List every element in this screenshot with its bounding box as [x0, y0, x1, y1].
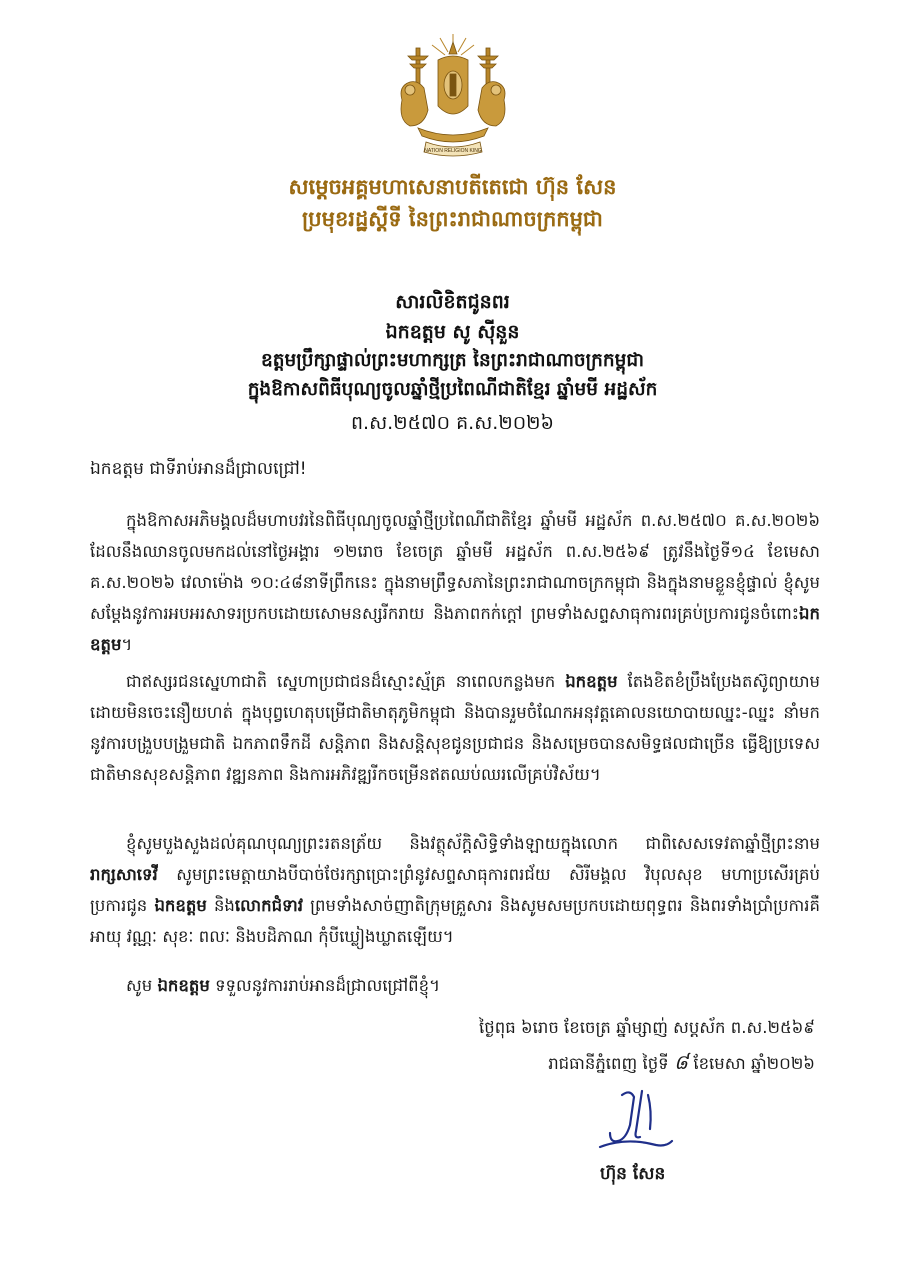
handwritten-signature-icon	[596, 1085, 676, 1160]
letter-heading: សារលិខិតជូនពរ	[395, 291, 510, 313]
paragraph-1: ក្នុងឱកាសអភិមង្គលដ៏មហាបវរនៃពិធីបុណ្យចូលឆ្នាំថ្មីប្រពៃណីជាតិខ្មែរ ឆ្នាំមមី អដ្ឋស័ក ព.ស.២៥៧០ គ.ស.២០២៦ ដែលនឹងឈានចូលមកដល់នៅថ្ងៃអង្គារ ១២រោច ខែចេត្រ ឆ្នាំមមី អដ្ឋស័ក ព.ស.២៥៦៩ ត្រូវនឹងថ្ងៃទី១៤ ខែមេសា គ.ស.២០២៦ វេលាម៉ោង ១០:៤៨នាទីព្រឹកនេះ ក្នុងនាមព្រឹទ្ធសភានៃព្រះរាជាណាចក្រកម្ពុជា និងក្នុងនាមខ្លួនខ្ញុំផ្ទាល់ ខ្ញុំសូមសម្តែងនូវការអបអរសាទរប្រកបដោយសោមនស្សរីករាយ និងភាពកក់ក្តៅ ព្រមទាំងសព្ទសាធុការពរគ្រប់ប្រការជូនចំពោះឯកឧត្តម។	[90, 511, 820, 654]
occasion-line: ក្នុងឱកាសពិធីបុណ្យចូលឆ្នាំថ្មីប្រពៃណីជាតិខ្មែរ ឆ្នាំមមី អដ្ឋស័ក	[247, 379, 658, 400]
sender-position: ប្រមុខរដ្ឋស្តីទី នៃព្រះរាជាណាចក្រកម្ពុជា	[302, 207, 603, 231]
era-line: ព.ស.២៥៧០ គ.ស.២០២៦	[350, 412, 555, 434]
closing-paragraph: សូម ឯកឧត្តម ទទួលនូវការរាប់អានដ៏ជ្រាលជ្រៅពីខ្ញុំ។	[126, 976, 441, 995]
emblem-motto: NATION RELIGION KING	[424, 148, 482, 154]
paragraph-3: ខ្ញុំសូមបួងសួងដល់គុណបុណ្យព្រះរតនត្រ័យ និងវត្ថុស័ក្តិសិទ្ធិទាំងឡាយក្នុងលោក ជាពិសេសទេវតាឆ្នាំថ្មីព្រះនាម រាក្សសាទេវី សូមព្រះមេត្តាយាងបីបាច់ថែរក្សាប្រោះព្រំនូវសព្ទសាធុការពរជ័យ សិរីមង្គល វិបុលសុខ មហាប្រសើរគ្រប់ប្រការជូន ឯកឧត្តម និងលោកជំទាវ ព្រមទាំងសាច់ញាតិក្រុមគ្រួសារ និងសូមសមប្រកបដោយពុទ្ធពរ និងពរទាំងប្រាំប្រការគឺ អាយុ វណ្ណៈ សុខៈ ពលៈ និងបដិភាណ កុំបីឃ្លៀងឃ្លាតឡើយ។	[90, 834, 820, 946]
recipient-name: ឯកឧត្តម សូ ស៊ីនួន	[385, 321, 520, 343]
lunar-date: ថ្ងៃពុធ ៦រោច ខែចេត្រ ឆ្នាំម្សាញ់ សប្តស័ក ព.ស.២៥៦៩	[479, 1018, 815, 1037]
paragraph-2: ជាឥស្សរជនស្នេហាជាតិ ស្នេហាប្រជាជនដ៏ស្មោះស្ម័គ្រ នាពេលកន្លងមក ឯកឧត្តម តែងខិតខំប្រឹងប្រែងតស៊ូព្យាយាមដោយមិនចេះនឿយហត់ ក្នុងបុព្វហេតុបម្រើជាតិមាតុភូមិកម្ពុជា និងបានរួមចំណែកអនុវត្តគោលនយោបាយឈ្នះ-ឈ្នះ នាំមកនូវការបង្រួបបង្រួមជាតិ ឯកភាពទឹកដី សន្តិភាព និងសន្តិសុខជូនប្រជាជន និងសម្រេចបានសមិទ្ធផលជាច្រើន ធ្វើឱ្យប្រទេសជាតិមានសុខសន្តិភាព វឌ្ឍនភាព និងការអភិវឌ្ឍរីកចម្រើនឥតឈប់ឈរលើគ្រប់វិស័យ។	[90, 672, 821, 784]
solar-date: រាជធានីភ្នំពេញ ថ្ងៃទី ៨ ខែមេសា ឆ្នាំ២០២៦	[548, 1050, 815, 1074]
sender-title: សម្តេចអគ្គមហាសេនាបតីតេជោ ហ៊ុន សែន	[288, 175, 617, 199]
salutation: ឯកឧត្តម ជាទីរាប់អានដ៏ជ្រាលជ្រៅ!	[90, 459, 307, 479]
signatory-name: ហ៊ុន សែន	[600, 1164, 666, 1184]
recipient-position: ឧត្តមប្រឹក្សាផ្ទាល់ព្រះមហាក្សត្រ នៃព្រះរាជាណាចក្រកម្ពុជា	[260, 350, 645, 371]
royal-coat-of-arms-icon	[388, 30, 518, 160]
